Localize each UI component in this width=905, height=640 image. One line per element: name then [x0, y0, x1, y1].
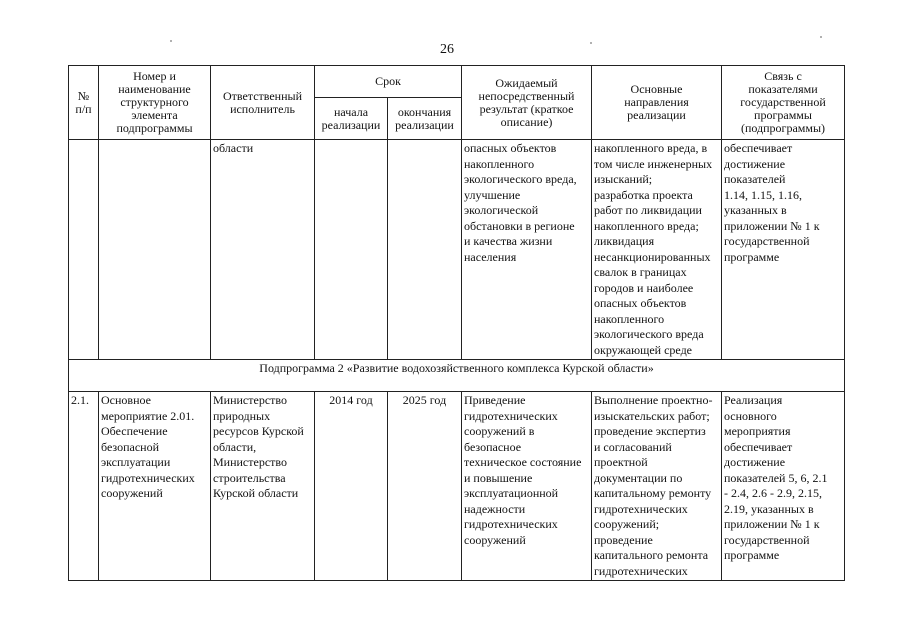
header-term-start: начала реализации [315, 98, 388, 140]
scan-speck [590, 42, 592, 44]
header-term-end: окончания реализации [388, 98, 462, 140]
table-row-continued [69, 140, 845, 360]
header-element-name: Номер и наименование структурного элемента подпрограммы [99, 66, 211, 140]
cell-main-directions: накопленного вреда, в том числе инженерных изысканий; разработка проекта работ по ликвидации накопленного вреда; ликвидация несанкционированных свалок в границах городов и наиболее опасных объектов накопленного экологического вреда окружающей среде [592, 140, 722, 360]
cell-element-name [99, 140, 211, 360]
header-executor: Ответственный исполнитель [211, 66, 315, 140]
cell-executor: Министерство природных ресурсов Курской области, Министерство строительства Курской области [211, 392, 315, 581]
cell-indicator-link: Реализация основного мероприятия обеспечивает достижение показателей 5, 6, 2.1 - 2.4, 2.6 - 2.9, 2.15, 2.19, указанных в приложении № 1 к государственной программе [722, 392, 845, 581]
cell-num [69, 140, 99, 360]
header-expected-result: Ожидаемый непосредственный результат (краткое описание) [462, 66, 592, 140]
header-indicator-link: Связь с показателями государственной программы (подпрограммы) [722, 66, 845, 140]
cell-main-directions: Выполнение проектно- изыскательских работ; проведение экспертиз и согласований проектной документации по капитальному ремонту гидротехнических сооружений; проведение капитального ремонта гидротехнических [592, 392, 722, 581]
scan-speck [170, 40, 172, 42]
cell-expected-result: Приведение гидротехнических сооружений в безопасное техническое состояние и повышение эксплуатационной надежности гидротехнических сооружений [462, 392, 592, 581]
header-num: № п/п [69, 66, 99, 140]
scan-speck [820, 36, 822, 38]
cell-term-end: 2025 год [388, 392, 462, 581]
page-number: 26 [440, 42, 454, 57]
cell-num: 2.1. [69, 392, 99, 581]
header-main-directions: Основные направления реализации [592, 66, 722, 140]
cell-term-start: 2014 год [315, 392, 388, 581]
cell-executor: области [211, 140, 315, 360]
subprogram-title: Подпрограмма 2 «Развитие водохозяйственного комплекса Курской области» [69, 360, 845, 392]
header-term: Срок [315, 66, 462, 98]
subprogram-row [69, 360, 845, 392]
cell-element-name: Основное мероприятие 2.01. Обеспечение безопасной эксплуатации гидротехнических сооружений [99, 392, 211, 581]
cell-term-end [388, 140, 462, 360]
program-table [68, 65, 845, 581]
cell-indicator-link: обеспечивает достижение показателей 1.14, 1.15, 1.16, указанных в приложении № 1 к государственной программе [722, 140, 845, 360]
cell-term-start [315, 140, 388, 360]
cell-expected-result: опасных объектов накопленного экологического вреда, улучшение экологической обстановки в регионе и качества жизни населения [462, 140, 592, 360]
table-row-2-1 [69, 392, 845, 581]
